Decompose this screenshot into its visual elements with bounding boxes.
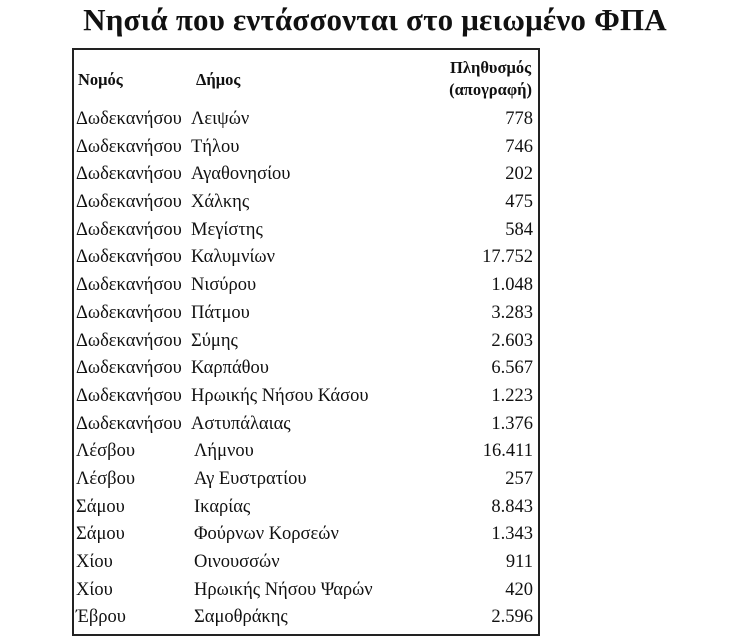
table-row (74, 355, 538, 383)
cell-population: 257 (505, 468, 533, 489)
header-population-line1: Πληθυσμός (450, 58, 532, 77)
cell-nomos: Δωδεκανήσου (76, 275, 182, 296)
cell-nomos: Λέσβου (76, 441, 135, 462)
cell-nomos: Λέσβου (76, 468, 135, 489)
cell-dimos: Φούρνων Κορσεών (194, 524, 339, 545)
islands-table (72, 48, 540, 636)
table-row (74, 328, 538, 356)
cell-dimos: Χάλκης (191, 192, 250, 213)
table-row (74, 411, 538, 439)
cell-dimos: Πάτμου (191, 302, 250, 323)
table-row (74, 494, 538, 522)
header-population (449, 57, 532, 101)
cell-dimos: Τήλου (191, 136, 240, 157)
cell-dimos: Αγ Ευστρατίου (194, 468, 307, 489)
cell-population: 911 (505, 552, 533, 572)
table-row (74, 217, 538, 245)
table-body (74, 106, 538, 632)
cell-nomos: Δωδεκανήσου (76, 136, 182, 157)
cell-dimos: Αστυπάλαιας (191, 413, 291, 434)
table-row (74, 244, 538, 272)
table-row (74, 549, 538, 577)
cell-population: 1.376 (491, 413, 533, 434)
header-population-line2: (απογραφή) (449, 80, 532, 99)
cell-population: 420 (505, 579, 533, 600)
cell-population: 1.223 (491, 385, 533, 406)
cell-nomos: Δωδεκανήσου (76, 109, 182, 129)
cell-dimos: Σαμοθράκης (194, 607, 288, 628)
cell-dimos: Ηρωικής Νήσου Κάσου (191, 385, 369, 406)
cell-nomos: Δωδεκανήσου (76, 192, 182, 213)
table-row (74, 438, 538, 466)
table-row (74, 161, 538, 189)
cell-dimos: Ηρωικής Νήσου Ψαρών (194, 579, 373, 600)
cell-population: 475 (505, 192, 533, 213)
cell-dimos: Οινουσσών (194, 552, 280, 572)
cell-population: 202 (505, 164, 533, 185)
table-row (74, 577, 538, 605)
cell-nomos: Δωδεκανήσου (76, 358, 182, 379)
cell-population: 3.283 (491, 302, 533, 323)
cell-nomos: Δωδεκανήσου (76, 164, 182, 185)
cell-population: 2.596 (491, 607, 533, 628)
table-row (74, 134, 538, 162)
cell-dimos: Νισύρου (191, 275, 257, 296)
cell-dimos: Λειψών (191, 109, 250, 129)
cell-dimos: Λήμνου (194, 441, 254, 462)
table-row (74, 466, 538, 494)
cell-nomos: Σάμου (76, 524, 125, 545)
cell-population: 8.843 (491, 496, 533, 517)
table-row (74, 521, 538, 549)
cell-nomos: Έβρου (76, 607, 126, 628)
cell-population: 778 (505, 109, 533, 129)
cell-dimos: Αγαθονησίου (191, 164, 291, 185)
cell-population: 584 (505, 219, 533, 240)
cell-population: 1.048 (491, 275, 533, 296)
cell-dimos: Σύμης (191, 330, 238, 351)
cell-population: 17.752 (482, 247, 533, 268)
table-row (74, 383, 538, 411)
header-nomos: Νομός (78, 70, 123, 89)
cell-nomos: Χίου (76, 552, 113, 572)
cell-population: 2.603 (491, 330, 533, 351)
cell-dimos: Μεγίστης (191, 219, 263, 240)
cell-nomos: Χίου (76, 579, 113, 600)
cell-population: 6.567 (491, 358, 533, 379)
cell-nomos: Δωδεκανήσου (76, 413, 182, 434)
table-header (74, 50, 538, 106)
cell-nomos: Δωδεκανήσου (76, 219, 182, 240)
cell-nomos: Δωδεκανήσου (76, 302, 182, 323)
header-dimos: Δήμος (196, 70, 241, 89)
cell-dimos: Καλυμνίων (191, 247, 275, 268)
cell-dimos: Ικαρίας (194, 496, 251, 517)
table-row (74, 189, 538, 217)
page-title: Νησιά που εντάσσονται στο μειωμένο ΦΠΑ (83, 2, 667, 37)
table-row (74, 106, 538, 134)
cell-dimos: Καρπάθου (191, 358, 269, 379)
table-row (74, 604, 538, 632)
table-row (74, 272, 538, 300)
cell-population: 1.343 (491, 524, 533, 545)
cell-population: 16.411 (482, 441, 533, 462)
cell-population: 746 (505, 136, 533, 157)
cell-nomos: Δωδεκανήσου (76, 330, 182, 351)
cell-nomos: Δωδεκανήσου (76, 247, 182, 268)
table-row (74, 300, 538, 328)
cell-nomos: Δωδεκανήσου (76, 385, 182, 406)
cell-nomos: Σάμου (76, 496, 125, 517)
